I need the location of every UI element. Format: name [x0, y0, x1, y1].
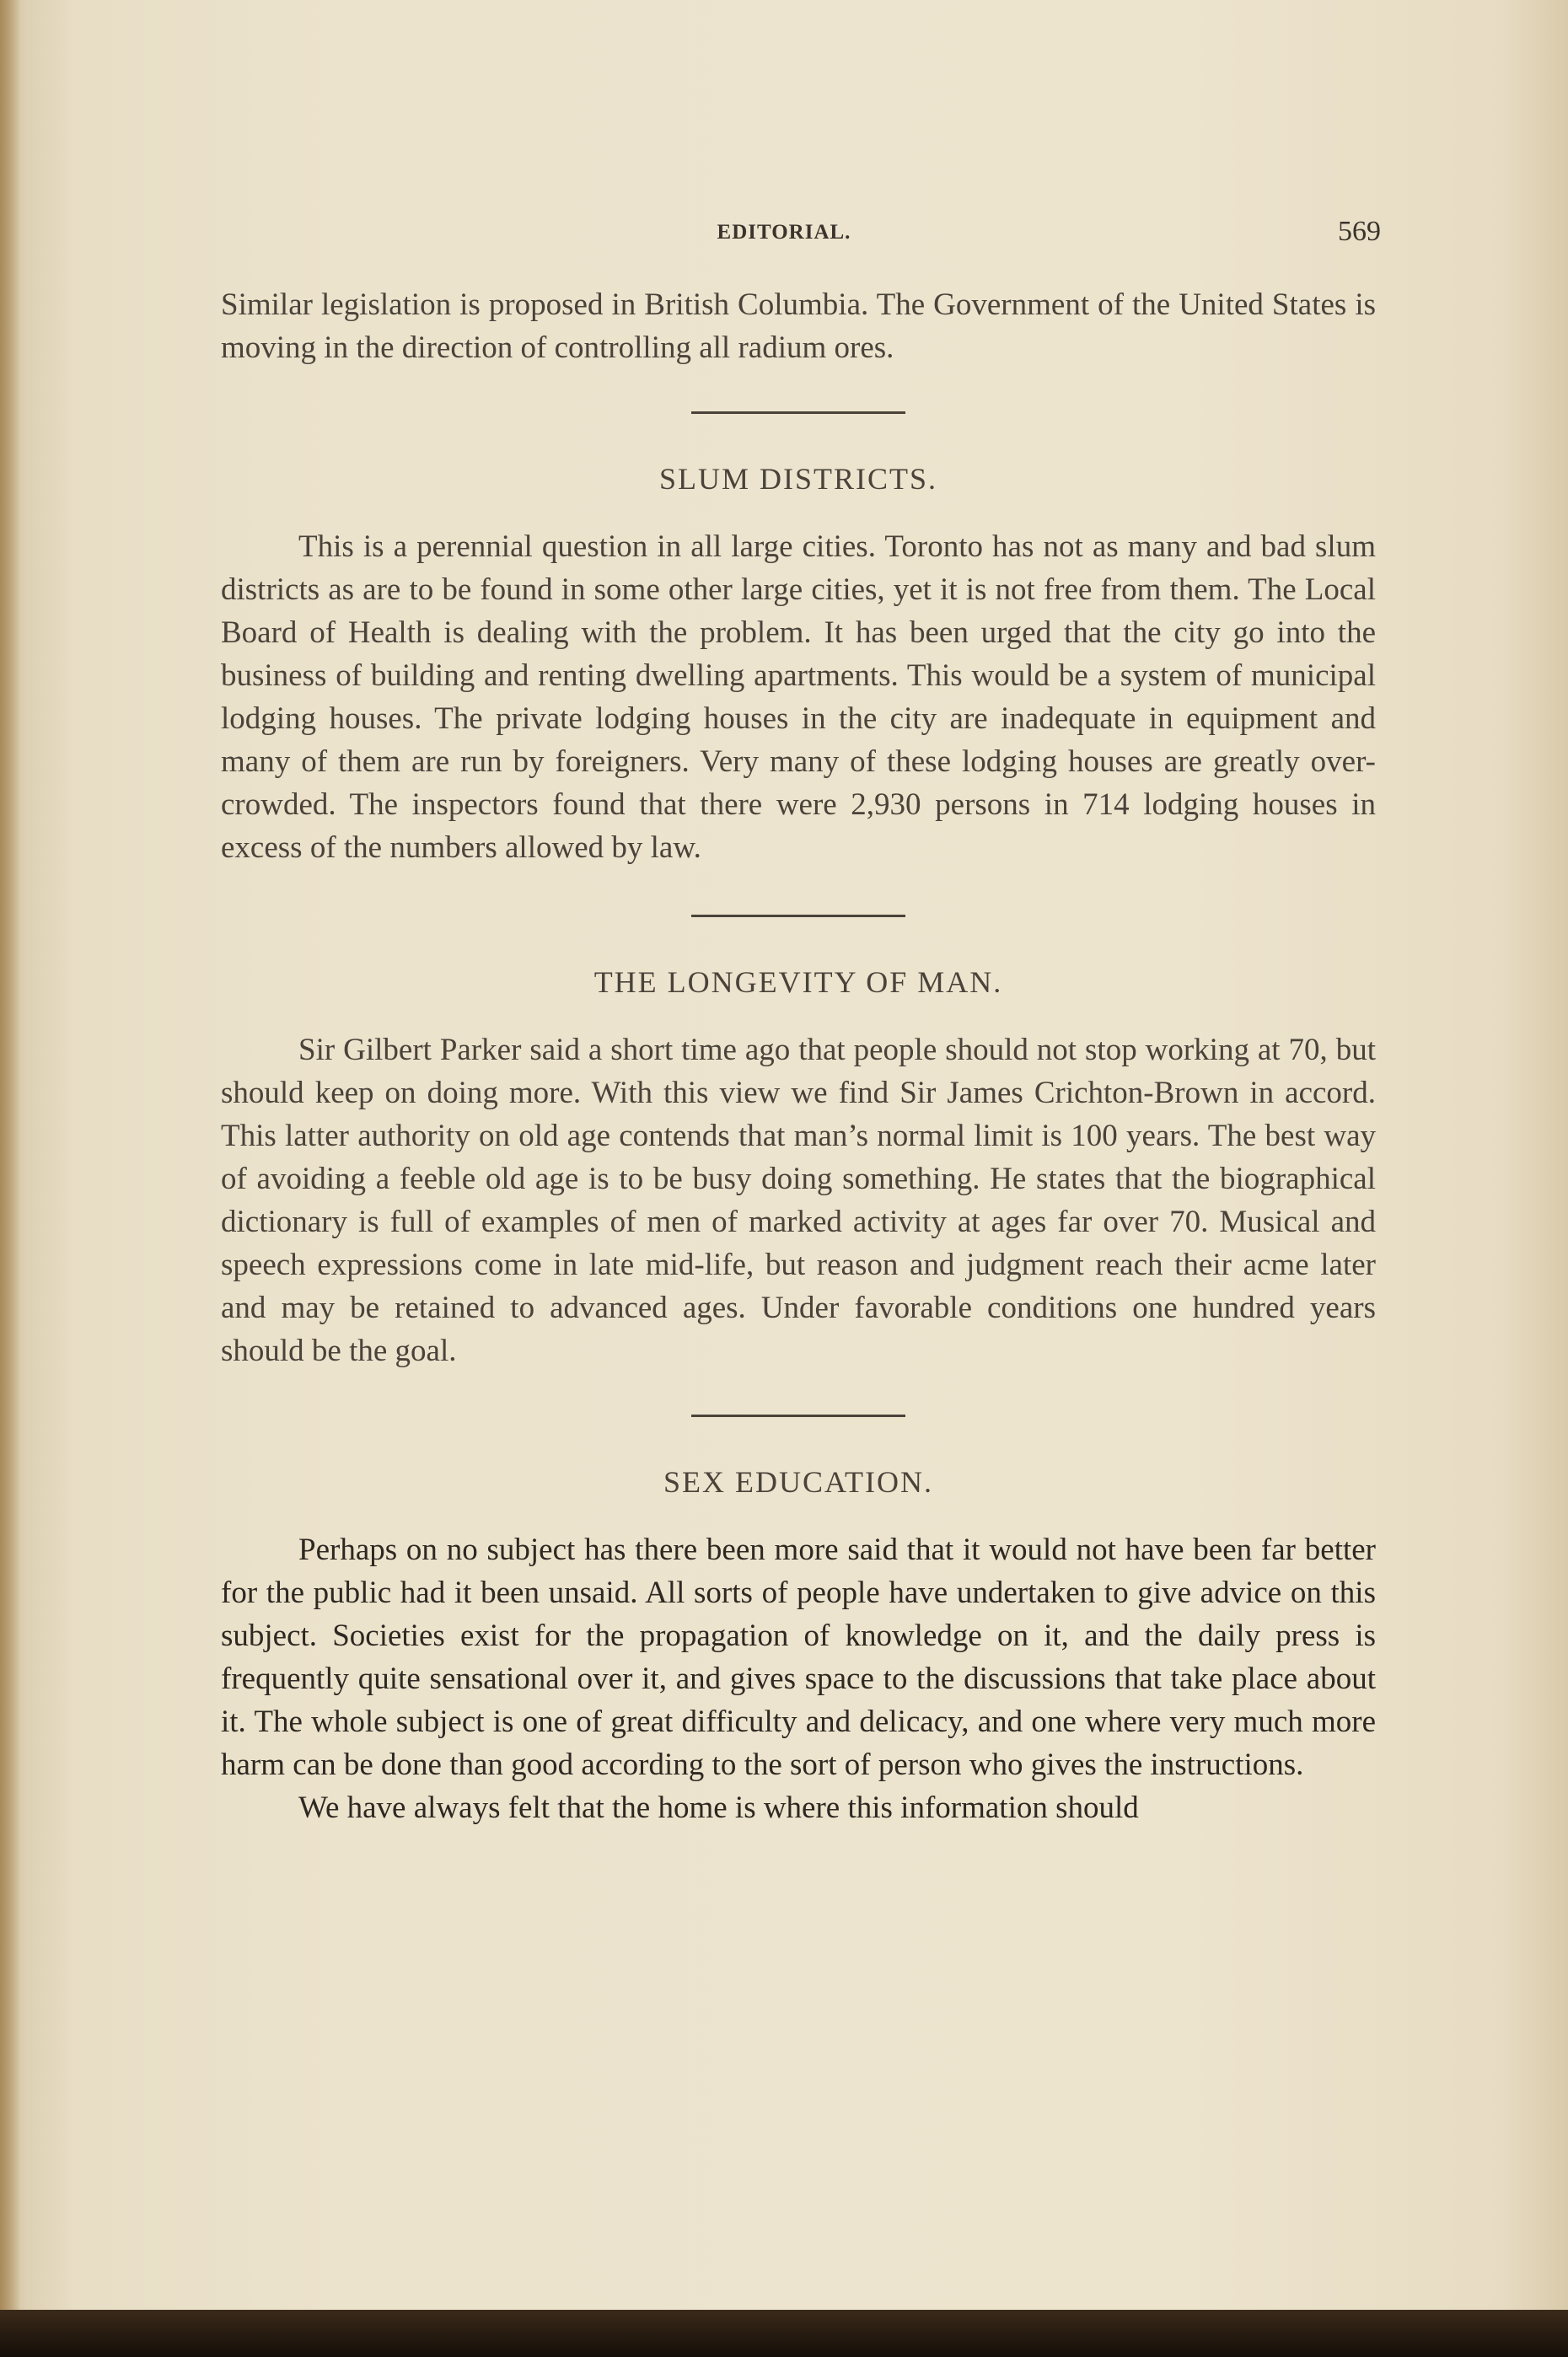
section-divider	[691, 1415, 905, 1417]
page-content	[221, 283, 1376, 1829]
section-title-slum-districts: SLUM DISTRICTS.	[658, 462, 938, 496]
slum-districts-paragraph: This is a perennial question in all large cities. Toronto has not as many and bad slum districts as are to be found in some other large cities, yet it is not free from them. The Local Board of Health is dealing with the problem. It has been urged that the city go into the business of building and renting dwelling apartments. This would be a system of municipal lodging houses. The private lodging houses in the city are inadequate in equipment and many of them are run by foreigners. Very many of these lodging houses are greatly over-crowded. The inspectors found that there were 2,930 persons in 714 lodging houses in excess of the numbers allowed by law.	[221, 529, 1376, 865]
longevity-paragraph: Sir Gilbert Parker said a short time ago that people should not stop working at 70, but should keep on doing more. With this view we find Sir James Crichton-Brown in accord. This latter authority on old age contends that man’s normal limit is 100 years. The best way of avoiding a feeble old age is to be busy doing something. He states that the biographical dictionary is full of examples of men of marked activity at ages far over 70. Musical and speech expressions come in late mid-life, but reason and judgment reach their acme later and may be retained to advanced ages. Under favorable conditions one hundred years should be the goal.	[221, 1033, 1376, 1368]
running-head-title: EDITORIAL.	[717, 221, 851, 244]
sex-education-paragraph-1: Perhaps on no subject has there been more said that it would not have been far better for the public had it been unsaid. All sorts of people have undertaken to give advice on this subject. Societies exist for the propagation of knowledge on it, and the daily press is frequently quite sensational over it, and gives space to the discussions that take place about it. The whole subject is one of great difficulty and delicacy, and one where very much more harm can be done than good according to the sort of person who gives the instructions.	[221, 1533, 1376, 1782]
section-divider	[691, 411, 905, 414]
intro-paragraph: Similar legislation is proposed in British Columbia. The Government of the United States is moving in the direction of controlling all radium ores.	[221, 287, 1376, 365]
section-title-longevity-of-man: THE LONGEVITY OF MAN.	[593, 965, 1003, 999]
running-head	[0, 216, 1568, 250]
page-gutter-shadow	[0, 0, 20, 2310]
book-bottom-edge	[0, 2310, 1568, 2357]
sex-education-paragraph-2: We have always felt that the home is where this information should	[298, 1791, 1139, 1825]
page-number: 569	[1338, 216, 1381, 247]
section-title-sex-education: SEX EDUCATION.	[663, 1465, 933, 1499]
section-divider	[691, 915, 905, 917]
